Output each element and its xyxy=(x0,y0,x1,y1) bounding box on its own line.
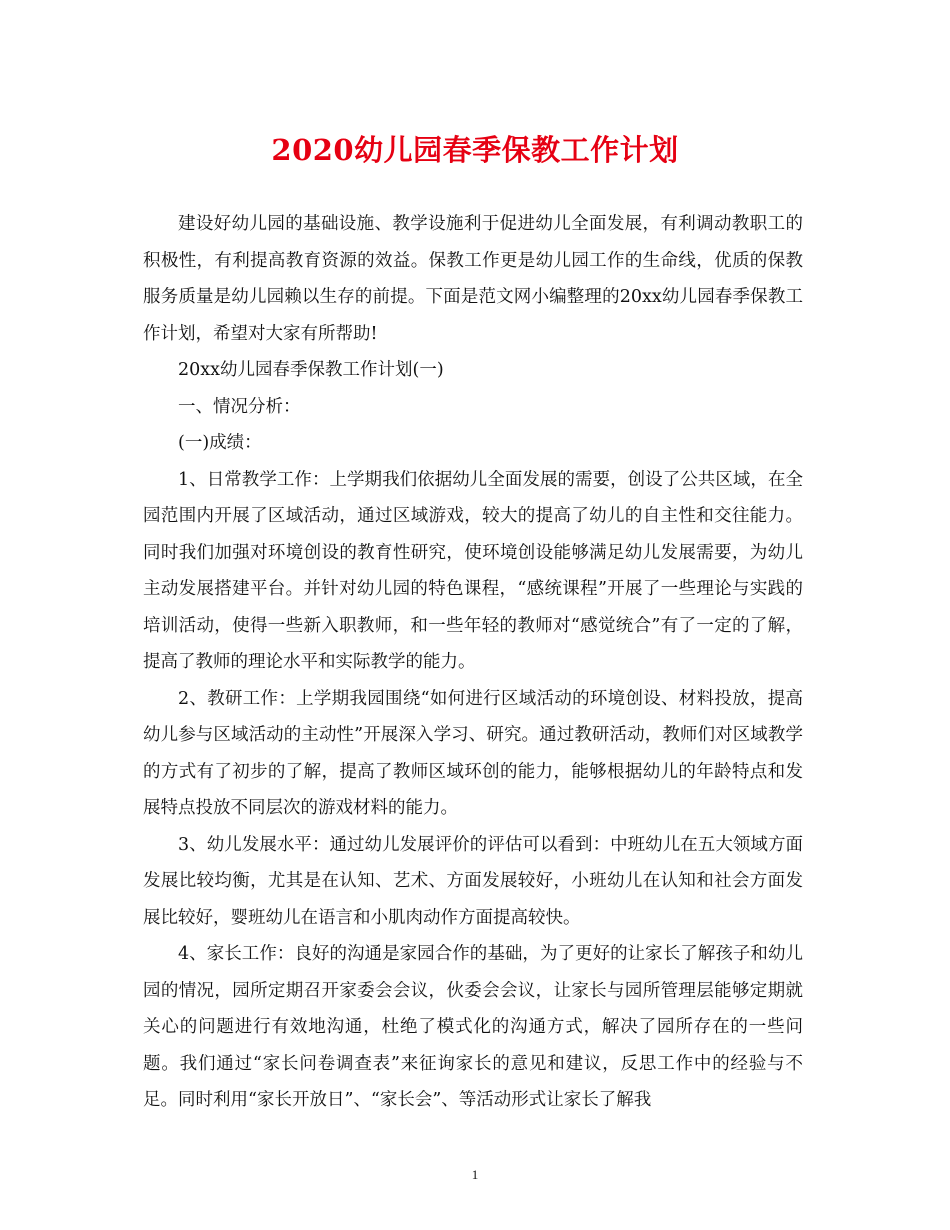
intro-paragraph: 建设好幼儿园的基础设施、教学设施利于促进幼儿全面发展，有利调动教职工的积极性，有利提高教育资源的效益。保教工作更是幼儿园工作的生命线，优质的保教服务质量是幼儿园赖以生存的前提。下面是范文网小编整理的20xx幼儿园春季保教工作计划，希望对大家有所帮助! xyxy=(143,214,803,344)
document-title: 2020幼儿园春季保教工作计划 xyxy=(271,133,679,167)
section-heading-situation-analysis: 一、情况分析： xyxy=(178,396,301,417)
paragraph-child-development: 3、幼儿发展水平：通过幼儿发展评价的评估可以看到：中班幼儿在五大领域方面发展比较均衡，尤其是在认知、艺术、方面发展较好，小班幼儿在认知和社会方面发展比较好，婴班幼儿在语言和小肌肉动作方面提高较快。 xyxy=(143,834,803,928)
page-number: 1 xyxy=(471,1167,479,1182)
paragraph-parent-work: 4、家长工作：良好的沟通是家园合作的基础，为了更好的让家长了解孩子和幼儿园的情况，园所定期召开家委会会议，伙委会会议，让家长与园所管理层能够定期就关心的问题进行有效地沟通，杜绝了模式化的沟通方式，解决了园所存在的一些问题。我们通过“家长问卷调查表”来征询家长的意见和建议，反思工作中的经验与不足。同时利用“家长开放日”、“家长会”、等活动形式让家长了解我 xyxy=(143,944,803,1110)
paragraph-daily-teaching: 1、日常教学工作：上学期我们依据幼儿全面发展的需要，创设了公共区域，在全园范围内开展了区域活动，通过区域游戏，较大的提高了幼儿的自主性和交往能力。同时我们加强对环境创设的教育性研究，使环境创设能够满足幼儿发展需要，为幼儿主动发展搭建平台。并针对幼儿园的特色课程，“感统课程”开展了一些理论与实践的培训活动，使得一些新入职教师，和一些年轻的教师对“感觉统合”有了一定的了解，提高了教师的理论水平和实际教学的能力。 xyxy=(143,469,803,672)
section-heading-plan-one: 20xx幼儿园春季保教工作计划(一) xyxy=(178,360,444,380)
paragraph-teaching-research: 2、教研工作：上学期我园围绕“如何进行区域活动的环境创设、材料投放，提高幼儿参与区域活动的主动性”开展深入学习、研究。通过教研活动，教师们对区域教学的方式有了初步的了解，提高了教师区域环创的能力，能够根据幼儿的年龄特点和发展特点投放不同层次的游戏材料的能力。 xyxy=(143,688,803,818)
subsection-heading-achievements: (一)成绩： xyxy=(178,433,262,453)
document-body xyxy=(143,206,803,1119)
